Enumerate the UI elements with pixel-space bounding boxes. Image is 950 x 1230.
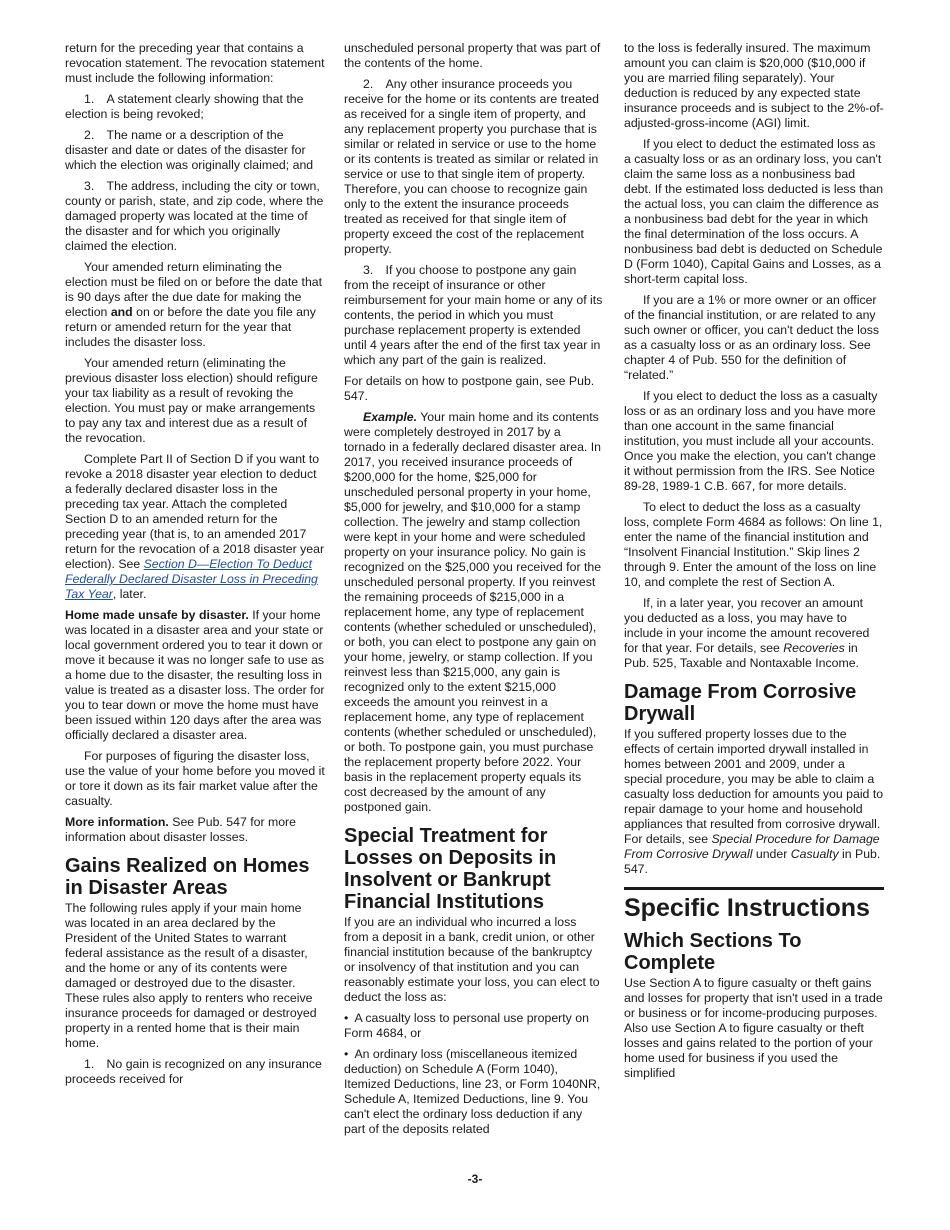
paragraph: The following rules apply if your main home was located in an area declared by the President of the United States to warrant federal assistance as the result of a disaster, and the home or any of its contents were damaged or destroyed due to the disaster. These rules also apply to renters who receive insurance proceeds for damaged or destroyed property in a rented home that is their main home. — [65, 901, 317, 1050]
section-d-link[interactable]: Section D—Election To Deduct Federally Declared Disaster Loss in Preceding Tax Year — [65, 557, 318, 601]
paragraph: For purposes of figuring the disaster loss, use the value of your home before you moved it or tore it down as its fair market value after the casualty. — [65, 749, 325, 808]
paragraph: Your amended return eliminating the election must be filed on or before the date that is 90 days after the due date for making the election and on or before the date you file any return or amended return for the year that includes the disaster loss. — [65, 260, 323, 349]
paragraph: Your amended return (eliminating the previous disaster loss election) should refigure your tax liability as a result of revoking the election. You must pay or make arrangements to pay any tax and interest due as a result of the revocation. — [65, 356, 318, 445]
paragraph: If you are a 1% or more owner or an officer of the financial institution, or are related to any such owner or officer, you can't deduct the loss as a casualty loss or as an ordinary loss. See chapter 4 of Pub. 550 for the definition of “related.” — [624, 293, 880, 382]
section-heading: Gains Realized on Homes in Disaster Areas — [65, 855, 310, 899]
paragraph: If you suffered property losses due to the effects of certain imported drywall installed in homes between 2001 and 2009, under a special procedure, you may be able to claim a casualty loss deduction for amounts you paid to repair damage to your home and household appliances that resulted from corrosive drywall. For details, see Special Procedure for Damage From Corrosive Drywall under Casualty in Pub. 547. — [624, 727, 884, 876]
paragraph: unscheduled personal property that was part of the contents of the home. — [344, 41, 601, 70]
paragraph: to the loss is federally insured. The maximum amount you can claim is $20,000 ($10,000 if you are married filing separately). Your deduction is reduced by any expected state insurance proceeds and is subject to the 2%-of-adjusted-gross-income (AGI) limit. — [624, 41, 884, 130]
major-heading: Specific Instructions — [624, 894, 870, 922]
paragraph: Home made unsafe by disaster. If your home was located in a disaster area and your state or local government ordered you to tear it down or move it because it was no longer safe to use as a home due to the disaster, the resulting loss in value is treated as a disaster loss. The order for you to tear down or move the home must have been issued within 120 days after the area was officially declared a disaster area. — [65, 608, 325, 742]
paragraph: Use Section A to figure casualty or theft gains and losses for property that isn't used in a trade or business or for income-producing purposes. Also use Section A to figure casualty or theft losses and gains related to the portion of your home used for business if you used the simplified — [624, 976, 883, 1080]
paragraph: Complete Part II of Section D if you want to revoke a 2018 disaster year election to deduct a federally declared disaster loss in the preceding tax year. Attach the completed Section D to an amended return for the preceding year (that is, to an amended 2017 return for the revocation of a 2018 disaster year election). See Section D—Election To Deduct Federally Declared Disaster Loss in Preceding Tax Year, later. — [65, 452, 325, 601]
section-divider — [624, 887, 884, 922]
section-heading: Damage From Corrosive Drywall — [624, 681, 857, 725]
section-heading: Which Sections To Complete — [624, 930, 802, 974]
paragraph: More information. See Pub. 547 for more information about disaster losses. — [65, 815, 296, 844]
column-middle — [344, 41, 604, 1143]
paragraph: To elect to deduct the loss as a casualty loss, complete Form 4684 as follows: On line 1, enter the name of the financial institution and “Insolvent Financial Institution.” Skip lines 2 through 9. Enter the amount of the loss on line 10, and complete the rest of Section A. — [624, 500, 883, 589]
paragraph: If you elect to deduct the estimated loss as a casualty loss or as an ordinary loss, you can't claim the same loss as a nonbusiness bad debt. If the estimated loss deducted is less than the actual loss, you can claim the difference as a nonbusiness bad debt for the year in which the final determination of the loss occurs. A nonbusiness bad debt is deducted on Schedule D (Form 1040), Capital Gains and Losses, as a short-term capital loss. — [624, 137, 884, 286]
paragraph: If you are an individual who incurred a loss from a deposit in a bank, credit union, or other financial institution because of the bankruptcy or insolvency of that institution and you can reasonably estimate your loss, you can elect to deduct the loss as: — [344, 915, 600, 1004]
column-right — [624, 41, 884, 1087]
section-heading: Special Treatment for Losses on Deposits in Insolvent or Bankrupt Financial Institutions — [344, 825, 557, 913]
list-item: 2. Any other insurance proceeds you receive for the home or its contents are treated as received for a single item of property, and any replacement property you purchase that is similar or related in service or use to the home or its contents is treated as similar or related in service or use to that single item of property. Therefore, you can choose to recognize gain only to the extent the insurance proceeds treated as received for that single item of property exceed the cost of the replacement property. — [344, 77, 599, 256]
page-number: -3- — [467, 1172, 483, 1186]
example-paragraph: Example. Your main home and its contents were completely destroyed in 2017 by a tornado in a federally declared disaster area. In 2017, you received insurance proceeds of $200,000 for the home, $25,000 for unscheduled personal property in your home, $5,000 for jewelry, and $10,000 for a stamp collection. The jewelry and stamp collection were kept in your home and were scheduled property on your insurance policy. No gain is recognized on the $25,000 you received for the unscheduled personal property. If you reinvest the remaining proceeds of $215,000 in a replacement home, any type of replacement contents (whether scheduled or unscheduled), or both, you can elect to postpone any gain on your home, jewelry, or stamp collection. If you reinvest less than $215,000, any gain is recognized only to the extent $215,000 exceeds the amount you reinvest in a replacement home, any type of replacement contents (whether scheduled or unscheduled), or both. To postpone gain, you must purchase the replacement property before 2022. Your basis in the replacement property equals its cost decreased by the amount of any postponed gain. — [344, 410, 602, 814]
list-item: 3. If you choose to postpone any gain from the receipt of insurance or other reimbursement for your main home or any of its contents, the period in which you must purchase replacement property is extended until 4 years after the end of the first tax year in which any part of the gain is realized. — [344, 263, 603, 367]
example-label: Example. — [363, 410, 417, 424]
list-item: 1. No gain is recognized on any insurance proceeds received for — [65, 1057, 322, 1086]
paragraph: For details on how to postpone gain, see Pub. 547. — [344, 374, 595, 403]
list-item: 3. The address, including the city or town, county or parish, state, and zip code, where the damaged property was located at the time of the disaster and for which you originally claimed the election. — [65, 179, 324, 253]
paragraph: If, in a later year, you recover an amount you deducted as a loss, you may have to include in your income the amount recovered for that year. For details, see Recoveries in Pub. 525, Taxable and Nontaxable Income. — [624, 596, 870, 670]
list-item: 1. A statement clearly showing that the election is being revoked; — [65, 92, 304, 121]
paragraph: return for the preceding year that contains a revocation statement. The revocation statement must include the following information: — [65, 41, 325, 85]
column-left — [65, 41, 325, 1093]
list-item: 2. The name or a description of the disaster and date or dates of the disaster for which the election was originally claimed; and — [65, 128, 314, 172]
bullet-item: • A casualty loss to personal use property on Form 4684, or — [344, 1011, 589, 1040]
bullet-item: • An ordinary loss (miscellaneous itemized deduction) on Schedule A (Form 1040), Itemized Deductions, line 23, or Form 1040NR, Schedule A, Itemized Deductions, line 9. You can't elect the ordinary loss deduction if any part of the deposits related — [344, 1047, 601, 1136]
run-in-heading: More information. — [65, 815, 169, 829]
run-in-heading: Home made unsafe by disaster. — [65, 608, 249, 622]
paragraph: If you elect to deduct the loss as a casualty loss or as an ordinary loss and you have more than one account in the same financial institution, you must include all your accounts. Once you make the election, you can't change it without permission from the IRS. See Notice 89-28, 1989-1 C.B. 667, for more details. — [624, 389, 878, 493]
